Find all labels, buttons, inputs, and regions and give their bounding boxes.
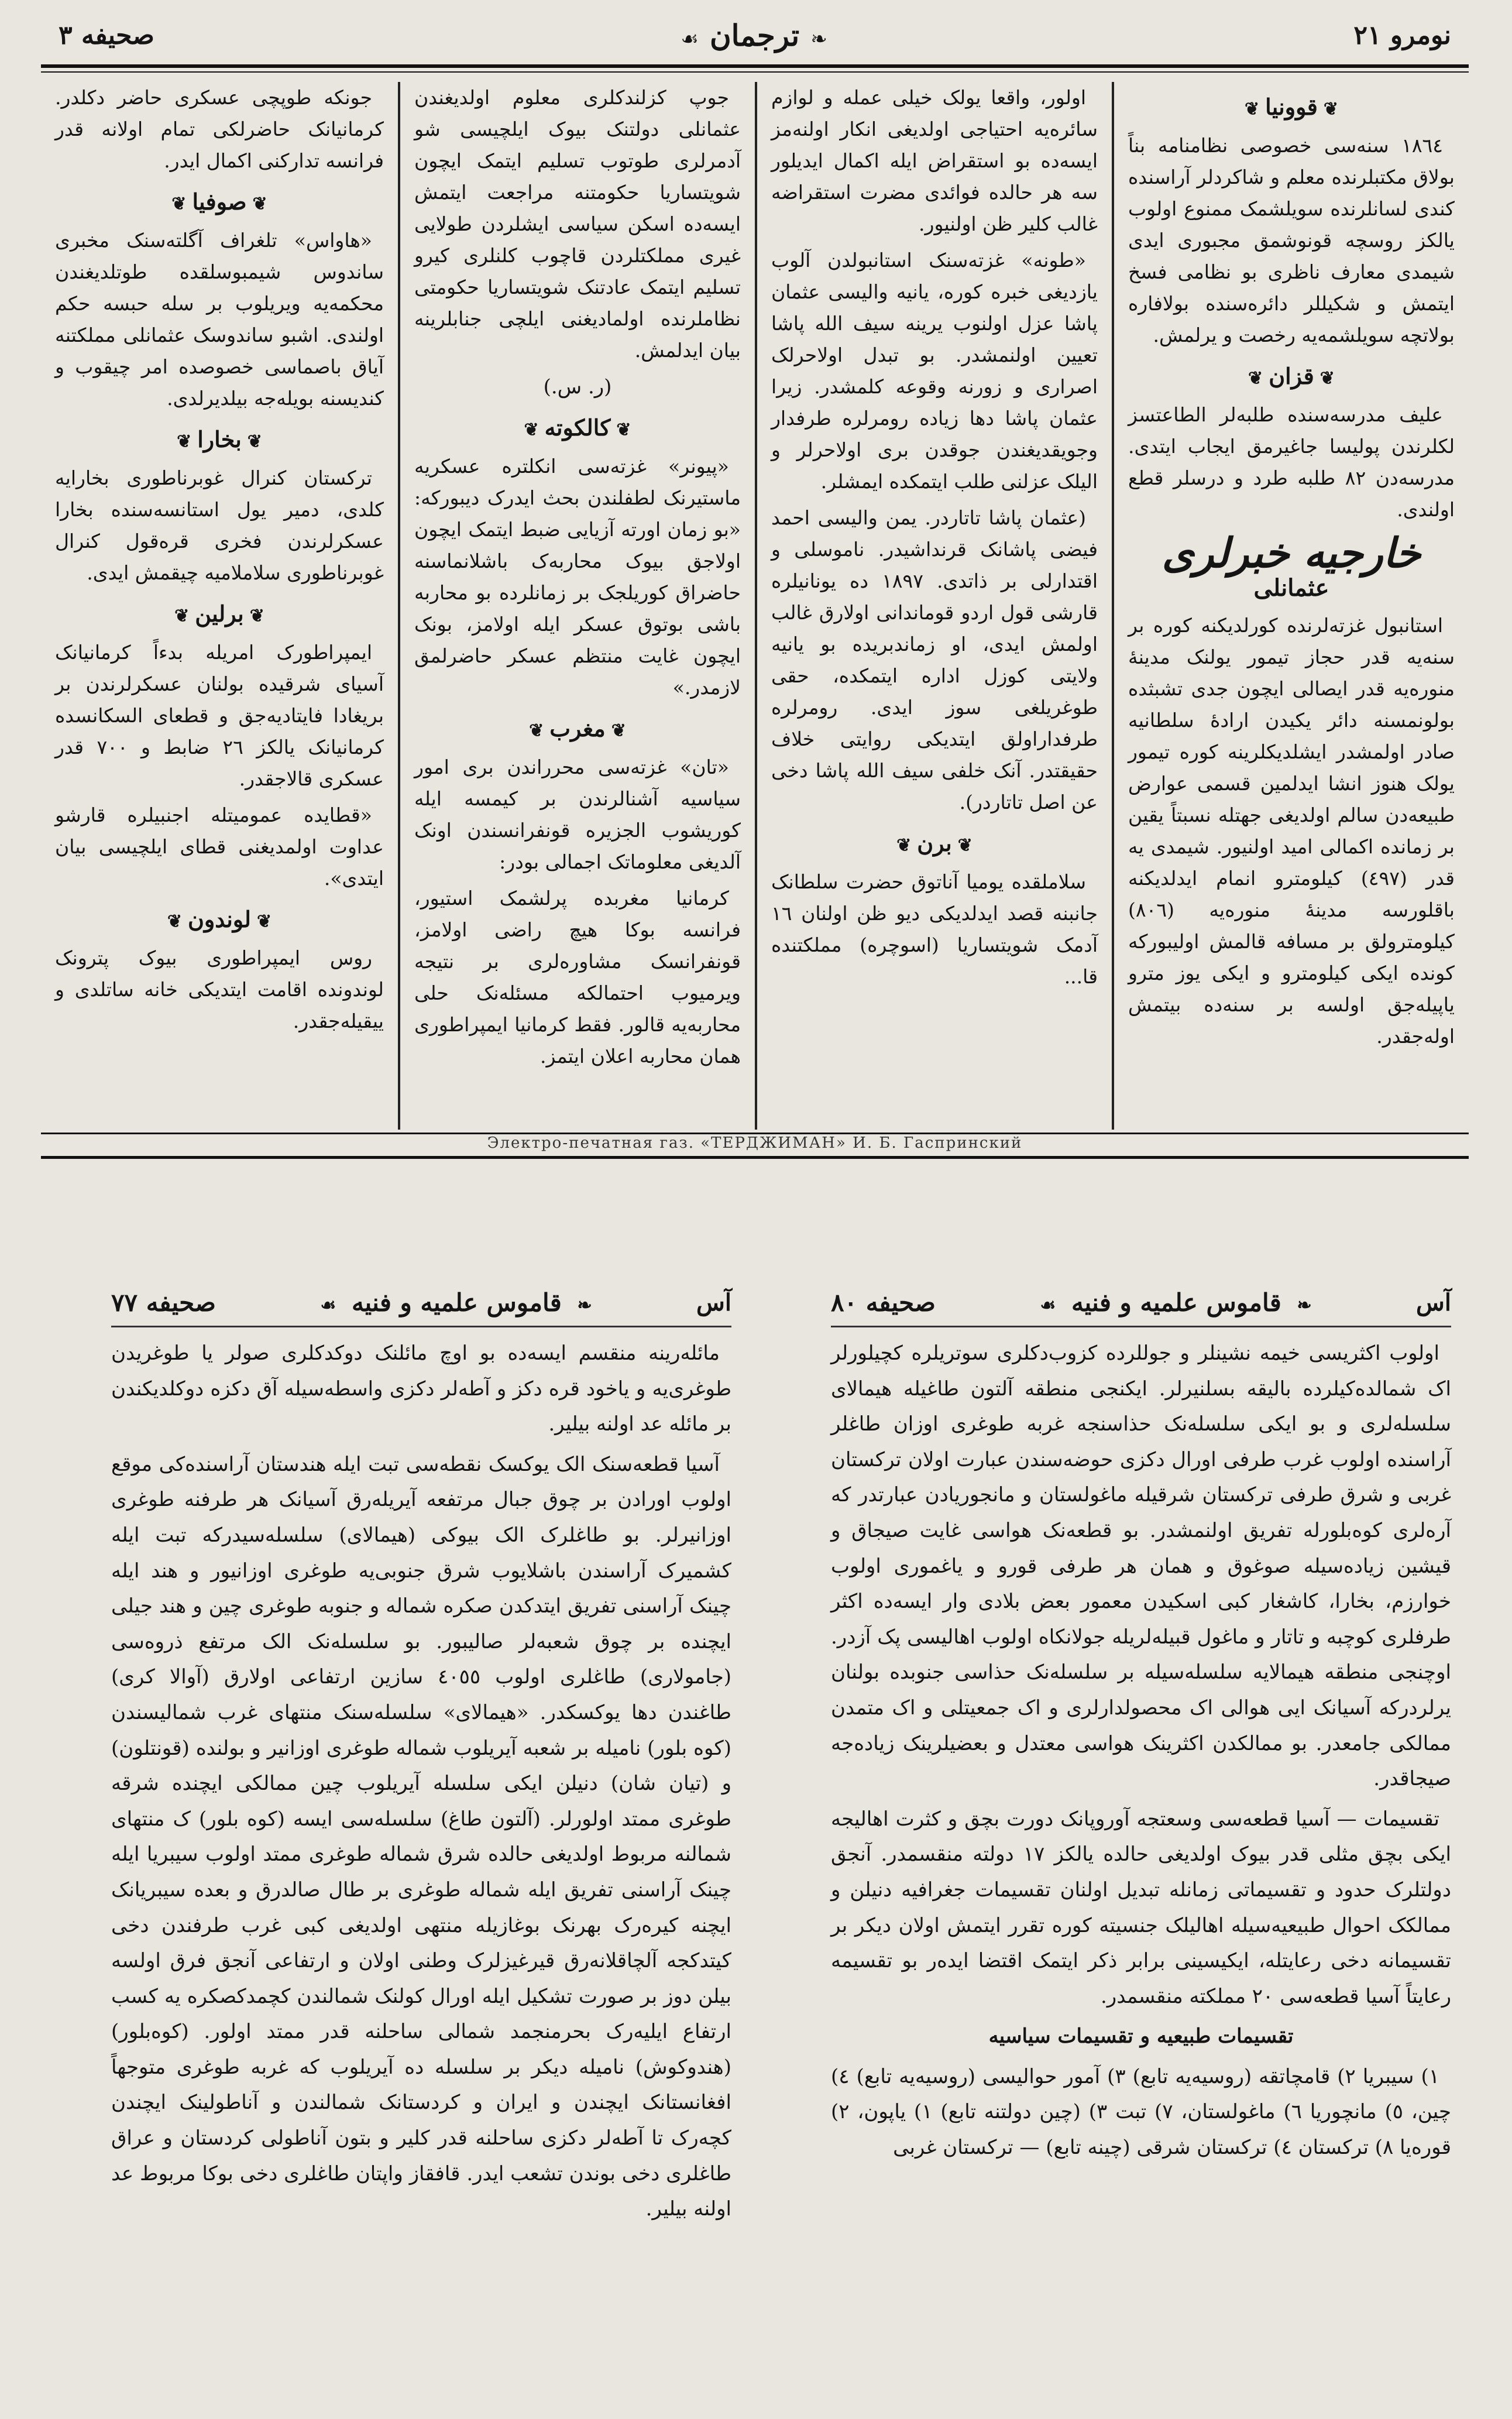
article-paragraph: علیف مدرسه‌سنده طلبه‌لر الطاعتسز لکلرندن پولیسا جاغیرمق ایجاب ایتدی. مدرسه‌دن ٨٢ طلبه طرد و درسلر قطع اولندی. — [1128, 403, 1455, 521]
article-paragraph: سلاملقده یومیا آناتوق حضرت سلطانک جانبنه قصد ایدلدیکی دیو ظن اولنان ١٦ آدمک شویتساریا (اسوچره) مملکتنده قا... — [771, 870, 1098, 988]
masthead-rule-thin — [41, 71, 1469, 73]
section-banner: خارجیه خبرلری — [1162, 529, 1421, 577]
column-1 — [1112, 82, 1469, 1130]
footer-rule-bottom — [41, 1156, 1469, 1159]
article-paragraph: ایمپراطورک امریله بدءاً کرمانیانک آسیای شرقیده بولنان عسکرلرندن بر بریغادا فایتادیه‌جق و قطعای السکانسده کرمانیانک یالکز ٢٦ ضابط و ٧٠٠ قدر عسکری قالاجقدر. — [55, 641, 384, 790]
section-heading-text: بخارا — [197, 426, 242, 452]
header-title: قاموس علمیه و فنیه — [351, 1288, 562, 1317]
article-paragraph: تقسیمات — آسیا قطعه‌سی وسعتجه آوروپانک دورت بچق و کثرت اهالیجه ایکی بچق مثلی قدر بیوک اولدیغی حالده یالکز ١٧ دولته منقسمدر. آنجق دولتلرک حدود و تقسیماتی زمانله تبدیل اولنان تقسیمات جغرافیه دنیلن و ممالکک احوال طبیعیه‌سیله اهالیلک جنسیته کوره تقرر ایتمش اولان دیکر بر تقسیمانه دخی رعایتله، ایکیسینی برابر ذکر ایتمک اقتضا ایدەر بو تقسیمه رعایتاً آسیا قطعه‌سی ٢٠ مملکته منقسمدر. — [831, 1807, 1451, 2008]
article-paragraph: «طونه» غزته‌سنک استانبولدن آلوب یازدیغی خبره کوره، یانیه والیسی عثمان پاشا عزل اولنوب یرینه سیف الله پاشا تعیین اولنمشدر. بو تبدل اولاحرلک اصراری و زورنه وقوعه کلمشدر. زیرا عثمان پاشا دها زیاده رومرلره طرفدار وجویقدیغندن جوقدن بری اولاحرلر و الیلک عزلنی طلب ایتمکده ایمشلر. — [771, 249, 1098, 493]
section-heading-text: برن — [917, 830, 952, 856]
column-2 — [755, 82, 1112, 1130]
article-paragraph: جونکه طوپچی عسکری حاضر دکلدر. کرمانیانک حاضرلکی تمام اولانه قدر فرانسه تدارکنی اکمال ایدر. — [55, 86, 384, 172]
article-paragraph: اولوب اکثریسی خیمه نشینلر و جوللرده کزوب‌دکلری سوتریلره کچیلورلر اک شمالده‌کیلرده بالیقه بسلنیرلر. ایکنجی منطقه آلتون طاغیله هیمالای سلسله‌لری و بو ایکی سلسله‌نک حذاسنجه غربه طوغری اوزان طاغلر آراسنده اولوب غرب طرفی اورال دکزی حوضه‌سندن عبارت اولان ترکستان غربی و شرق طرفی ترکستان شرقیله ماغولستان و مانجوریادن عبارتدر که آرەلری کوه‌بلورله تفریق اولنمشدر. بو قطعه‌نک هواسی غایت صیجاق و قیشین زیاده‌سیله صوغوق و همان هر طرفی قورو و یاغموری اولوب خوارزم، بخارا، کاشغار کبی اسکیدن معمور بعض بلادی وار ایسه‌ده اکثر طرفلری کوچبه و تاتار و ماغول قبیله‌لریله جولانکاه اولوب اهالیسی پک آزدر. اوچنجی منطقه هیمالایه سلسله‌سیله بر سلسله‌نک حذاسی جنوبده بولنان یرلردرکه آسیانک ایی هوالی اک محصولدارلری و اک جمعیتلی و اک متمدن ممالکی جامعدر. بو ممالکدن اکثرینک هواسی معتدل و بعضیلرینک زیاده‌جه صیجاقدر. — [831, 1341, 1451, 1791]
section-heading-text: قزان — [1269, 363, 1314, 389]
section-heading — [55, 186, 384, 220]
ornament-icon: ☙ — [681, 27, 699, 51]
ornament-icon: ❦ — [1323, 99, 1339, 119]
newspaper-page — [41, 6, 1469, 1174]
ornament-icon: ☙ — [1040, 1295, 1056, 1316]
masthead — [41, 6, 1469, 64]
section-heading — [771, 828, 1098, 862]
section-heading-text: صوفیا — [192, 188, 247, 215]
article-paragraph: «هاواس» تلغراف آگلته‌سنک مخبری ساندوس شیمبوسلقده طوتلدیغندن محکمه‌یه ویریلوب بر سله حبسه حکم اولندی. اشبو ساندوسک عثمانلی مملکتنه آیاق باصماسی خصوصده امر چیقوب و کندیسنه بویله‌جه بیلدیرلدی. — [55, 229, 384, 410]
ornament-icon: ❦ — [957, 835, 973, 856]
ornament-icon: ☙ — [320, 1295, 336, 1316]
ornament-icon: ❦ — [1248, 368, 1263, 389]
ornament-icon: ❦ — [249, 606, 264, 626]
section-heading-text: لوندون — [188, 906, 251, 932]
article-paragraph: ترکستان کنرال غوبرناطوری بخارایه کلدی، دمیر یول استانسه‌سنده بخارا عسکرلرندن فخری قره‌قول کنرال غوبرناطوری سلاملامیه چیقمش ایدی. — [55, 466, 384, 584]
ornament-icon: ❦ — [171, 194, 187, 214]
ornament-icon: ❦ — [524, 420, 539, 440]
article-columns — [41, 82, 1469, 1130]
ornament-icon: ❦ — [252, 194, 267, 214]
subheading: تقسیمات طبیعیه و تقسیمات سیاسیه — [988, 2025, 1294, 2049]
article-paragraph: ١) سیبریا ٢) قامچاتقه (روسیه‌یه تابع) ٣) آمور حوالیسی (روسیه‌یه تابع) ٤) چین، ٥) مانچوریا ٦) ماغولستان، ٧) تبت ٣) (چین دولتنه تابع) ١) یاپون، ٢) قوره‌یا ٨) ترکستان ٤) ترکستان شرقی (چینه تابع) — ترکستان غربی — [831, 2064, 1451, 2160]
encyclopedia-page-right — [831, 1279, 1451, 2408]
ornament-icon: ❦ — [529, 720, 544, 741]
section-heading — [1128, 361, 1455, 394]
encyclopedia-page-left — [111, 1279, 731, 2408]
article-paragraph: «تان» غزته‌سی محرراندن بری امور سیاسیه آشنالرندن بر کیمسه ایله کوریشوب الجزیره قونفرانسندن اونک آلدیغی معلوماتک اجمالی بودر: — [414, 756, 741, 873]
header-word: آس — [696, 1288, 731, 1316]
section-heading-text: قوونیا — [1265, 94, 1318, 120]
running-header — [831, 1279, 1451, 1327]
column-3 — [398, 82, 755, 1130]
header-title-block — [313, 1288, 599, 1317]
header-page-number: صحیفه ٨٠ — [831, 1288, 936, 1317]
encyclopedia-body — [831, 1327, 1451, 2166]
article-paragraph: کرمانیا مغربده پرلشمک استیور، فرانسه بوکا هیچ راضی اولامز، قونفرانسک مشاوره‌لری بر نتیجه ویرمیوب احتمالکه مسئله‌نک حلی محاربه‌یه قالور. فقط کرمانیا ایمپراطوری همان محاربه اعلان ایتمز. — [414, 887, 741, 1068]
ornament-icon: ❦ — [1319, 368, 1335, 389]
section-heading — [55, 424, 384, 458]
masthead-rule — [41, 64, 1469, 68]
ornament-icon: ❧ — [810, 27, 827, 51]
issue-number: نومرو ٢١ — [1353, 20, 1451, 50]
section-heading-text: کالکوته — [544, 414, 611, 441]
article-paragraph: ١٨٦٤ سنه‌سی خصوصی نظامنامه بناً بولاق مکتبلرنده معلم و شاکردلر آراسنده کندی لسانلرنده سویلشمک ممنوع اولوب یالکز روسچه قونوشمق مجبوری ایدی شیمدی معارف ناظری بو نظامی فسخ ایتمش و شکیللر دائره‌سنده بولافاره بولاتچه سویلشمه‌یه رخصت و یرلمش. — [1128, 134, 1455, 346]
header-title-block — [1033, 1288, 1318, 1317]
header-word: آس — [1416, 1288, 1451, 1316]
ornament-icon: ❦ — [167, 911, 182, 932]
running-header — [111, 1279, 731, 1327]
ornament-icon: ❦ — [174, 606, 190, 626]
header-title: قاموس علمیه و فنیه — [1071, 1288, 1281, 1317]
section-heading — [1128, 91, 1455, 125]
editor-initials: (ر. س.) — [543, 375, 612, 399]
page-number: صحیفه ٣ — [59, 20, 154, 50]
article-paragraph: استانبول غزته‌لرنده کورلدیکنه کوره بر سنه‌یه قدر حجاز تیمور یولنک مدینهٔ منوره‌یه قدر ایصالی ایچون جدی تشبثده بولونمسنه دائر یکیدن ارادهٔ سلطانیه صادر اولمشدر ایشلدیکلرینه کوره تیمور یولک هنوز انشا ایدلمین قسمی عوارض طبیعه‌دن سالم اولدیغی جهتله نسبتاً یقین بر زمانده اکمالی امید اولنیور. شیمدی یه قدر (٤٩٧) کیلومترو انمام ایدلدیکنه باقلورسه مدینهٔ منوره‌یه (٨٠٦) کیلومترولق بر مسافه قالمش اولیبورکه کونده ایکی کیلومترو و ایکی یوز مترو یاپیله‌جق اولسه بر سنه‌ده بیتمش اوله‌جقدر. — [1128, 614, 1455, 1048]
article-paragraph: «پیونر» غزته‌سی انکلتره عسکریه ماستیرنک لطفلندن بحث ایدرک دیبورکه: «بو زمان اورته آزیایی ضبط ایتمک ایچون اولاجق بیوک محاربه‌ک باشلانماسنه حاضراق کوریلجک بر زمانلرده بو محاربه باشی بوتوق عسکر ایله اولامز، بونک ایچون غایت منتظم عسکر حاضرلمق لازمدر.» — [414, 455, 741, 699]
article-paragraph: جوپ کزلندکلری معلوم اولدیغندن عثمانلی دولتنک بیوک ایلچیسی شو آدمرلری طوتوب تسلیم ایتمک ایچون شویتساریا حکومتنه مراجعت ایتمش ایسه‌ده اسکن سیاسی ایشلردن طولایی غیری مملکتلردن قاچوب کلنلری کیرو تسلیم ایتمک عادتنک شویتساریا حکومتی نظاملرنده اولمادیغنی ایلچی جنابلرینه بیان ایدلمش. — [414, 86, 741, 362]
subsection-heading: عثمانلی — [1253, 574, 1329, 602]
section-heading-text: برلین — [195, 601, 244, 627]
section-heading — [55, 904, 384, 938]
section-heading-text: مغرب — [549, 715, 606, 742]
article-paragraph: (عثمان پاشا تاتاردر. یمن والیسی احمد فیضی پاشانک قرنداشیدر. ناموسلی و اقتدارلی بر ذاتدی. ١٨٩٧ ده یونانیلره قارشی قول اردو قوماندانی اولارق غالب اولمش ایدی، او زماندبریده بو یانیه ولایتی کوزل اداره ایتمکده، حقی طوغریلغی سوز ایدی. رومرلره طرفداراولق ایتدیکی روایتی خلاف حقیقتدر. آنک خلفی سیف الله پاشا دخی عن اصل تاتاردر). — [771, 506, 1098, 814]
encyclopedia-body — [111, 1327, 731, 2227]
header-page-number: صحیفه ٧٧ — [111, 1288, 216, 1317]
ornament-icon: ❦ — [247, 431, 262, 452]
ornament-icon: ❧ — [577, 1295, 592, 1316]
imprint-line: Электро-печатная газ. «ТЕРДЖИМАН» И. Б. Гаспринский — [487, 1134, 1023, 1152]
ornament-icon: ❦ — [177, 431, 192, 452]
article-paragraph: روس ایمپراطوری بیوک پترونک لوندونده اقامت ایتدیکی خانه ساتلدی و ییقیله‌جقدر. — [55, 946, 384, 1032]
section-heading — [414, 412, 741, 446]
column-4 — [41, 82, 398, 1130]
ornament-icon: ❦ — [616, 420, 631, 440]
article-paragraph: آسیا قطعه‌سنک الک یوکسک نقطه‌سی تبت ایله هندستان آراسنده‌کی موقع اولوب اورادن بر چوق جبال مرتفعه آیریله‌رق آسیانک هر طرفنه طوغری اوزانیرلر. بو طاغلرک الک بیوکی (هیمالای) سلسله‌سیدرکه تبت ایله کشمیرک آراسندن باشلایوب شرق جنوبی‌یه طوغری اوزانیور و هند ایله چینک آراسنی تفریق ایتدکدن صکره شماله و جنوبه طوغری چین و هند جیلی ایچنده بر چوق شعبه‌لر صالیبور. بو سلسله‌نک الک مرتفع ذروه‌سی (جامولاری) طاغلری اولوب ٤٠٥٥ سازین ارتفاعی اولارق (آوالا کری) طاغندن دها یوکسکدر. «هیمالای» سلسله‌سنک منتهای غرب شمالیسندن (کوه بلور) نامیله بر شعبه آیریلوب شماله طوغری اوزانیر و بولنده (قونتلون) و (تیان شان) دنیلن ایکی سلسله آیریلوب چین ممالکی ایچنده شرقه طوغری ممتد اولورلر. (آلتون طاغ) سلسله‌سی ایسه (کوه بلور) ک منتهای شمالنه مربوط اولدیغی حالده شرق شماله طوغری ممتد اولوب سیبریا ایله چینک آراسنی تفریق ایله شماله طوغری بر طال صالدرق و بعده سیبریانک ایچنه کیره‌رک بهرنک بوغازیله منتهی اولدیغی کبی غرب طرفندن دخی کیتدکجه آلچاقلانه‌رق قیرغیزلرک وطنی اولان و ارتفاعی آنجق فرق اولسه بیلن دوز بر صورت تشکیل ایله اورال کولنک شمالندن کچمدکصکره یه کسب ارتفاع ایلیه‌رک بحرمنجمد شمالی ساحلنه قدر ممتد اولور. (کوه‌بلور) (هندوکوش) نامیله دیکر بر سلسله ده آیریلوب که غربه طوغری متوجهاً افغانستانک ایچندن و ایران و کردستانک شمالندن و آناطولینک ایچندن کچه‌رک تا آطه‌لر دکزی ساحلنه قدر کلیر و بتون آناطولی کردستان و عراق طاغلری دخی بوندن تشعب ایدر. قافقاز واپتان طاغلری دخی بوکا مربوط عد اولنه بیلیر. — [111, 1452, 731, 2221]
ornament-icon: ❦ — [896, 835, 912, 856]
ornament-icon: ❦ — [257, 911, 272, 932]
ornament-icon: ❦ — [611, 720, 626, 741]
paper-title-block — [672, 18, 835, 53]
section-heading — [414, 713, 741, 747]
article-paragraph: «قطایده عمومیتله اجنبیلره قارشو عداوت اولمدیغنی قطای ایلچیسی بیان ایتدی». — [55, 804, 384, 890]
ornament-icon: ❦ — [1244, 99, 1260, 119]
section-heading — [55, 598, 384, 632]
ornament-icon: ❧ — [1297, 1295, 1312, 1316]
article-paragraph: اولور، واقعا یولک خیلی عمله و لوازم سائره‌یه احتیاجی اولدیغی انکار اولنه‌مز ایسه‌ده بو استقراض ایله اکمال ایدیلور سه هر حالده فوائدی مضرت استقراضه غالب کلیر ظن اولنیور. — [771, 86, 1098, 235]
paper-title: ترجمان — [709, 18, 800, 53]
article-paragraph: مائله‌رینه منقسم ایسه‌ده بو اوچ مائلنک دوکدکلری صولر یا طوغریدن طوغری‌یه و یاخود قره دکز و آطه‌لر دکزی واسطه‌سیله آق دکزه دوکلدیکندن بر مائله عد اولنه بیلیر. — [111, 1341, 732, 1436]
